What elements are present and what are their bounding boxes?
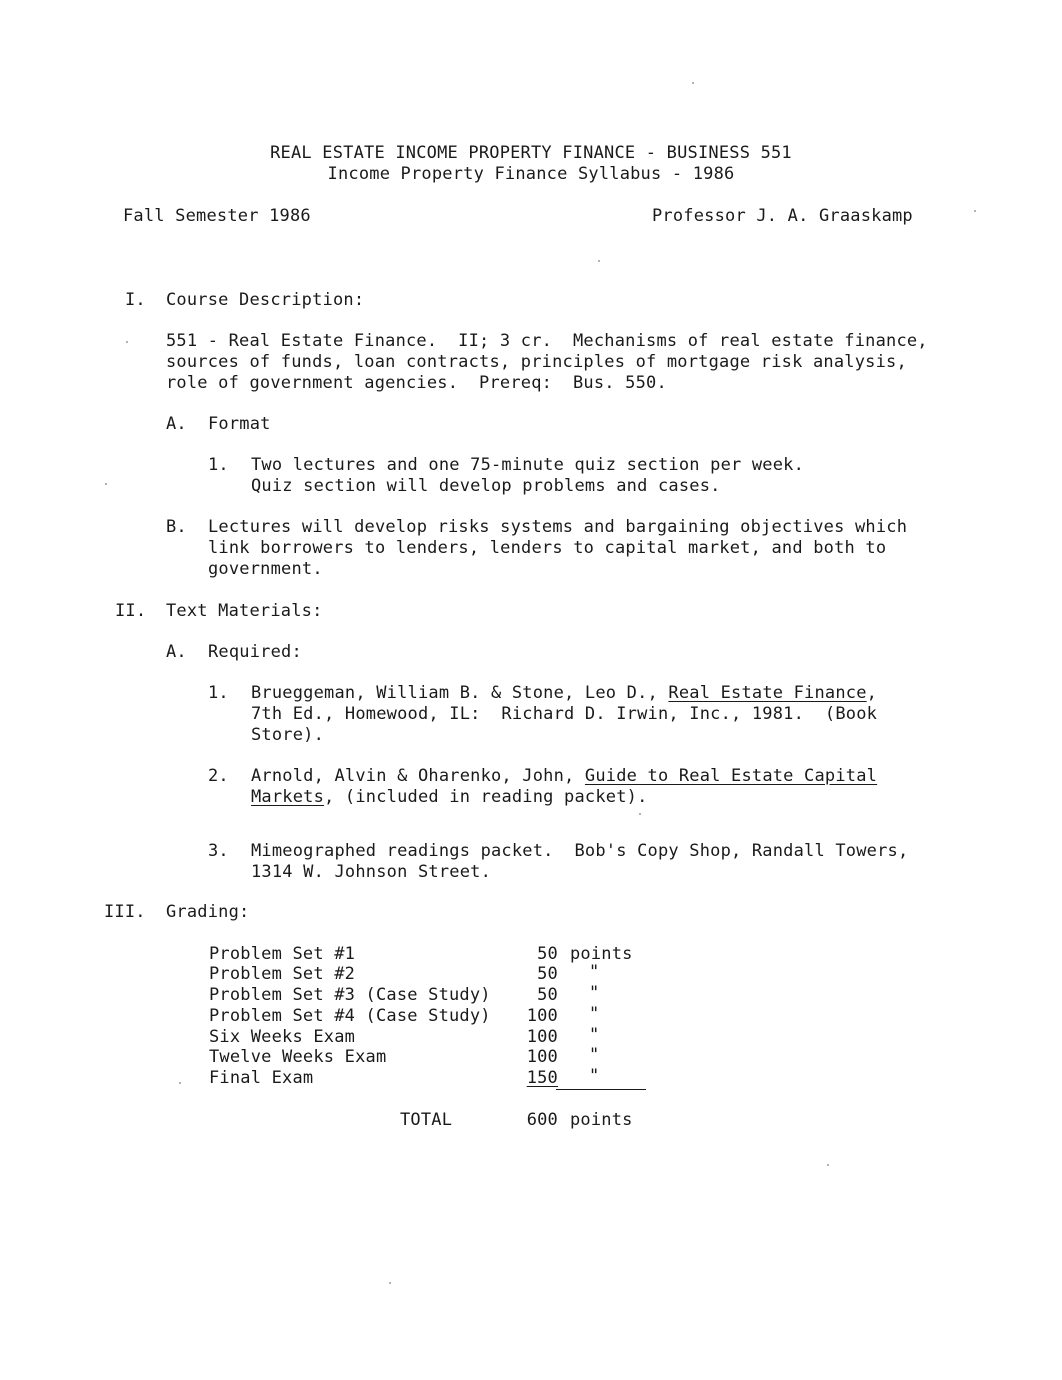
subsection-letter: A. [166,414,187,434]
scan-speck [639,813,641,815]
grading-row-unit: " [589,1066,600,1086]
book-title: Markets [251,787,325,807]
grading-row-label: Problem Set #3 (Case Study) [209,985,491,1005]
section-3-numeral: III. [104,902,146,922]
subsection-letter: B. [166,517,187,537]
item-number: 2. [208,766,229,786]
scan-speck [126,341,128,343]
grading-row-unit: points [570,944,633,964]
grading-row-label: Problem Set #2 [209,964,356,984]
document-subtitle: Income Property Finance Syllabus - 1986 [327,164,735,184]
document-title: REAL ESTATE INCOME PROPERTY FINANCE - BUSINESS 551 [270,143,792,163]
professor-label: Professor J. A. Graaskamp [652,206,913,226]
text-item-1-line: Store). [251,725,325,745]
text-item-2-line: Arnold, Alvin & Oharenko, John, Guide to Real Estate Capital [251,766,878,786]
scan-speck [179,1082,181,1084]
grading-total-points: 600 [526,1110,558,1130]
subsection-letter: A. [166,642,187,662]
book-title: Guide to Real Estate Capital [584,766,878,786]
course-description-line: sources of funds, loan contracts, principles of mortgage risk analysis, [166,352,907,372]
text-item-1-line: Brueggeman, William B. & Stone, Leo D., Real Estate Finance, [251,683,878,703]
grading-row-label: Twelve Weeks Exam [209,1047,387,1067]
grading-row-unit: " [589,1045,600,1065]
scan-speck [974,210,976,212]
text-item-3-line: 1314 W. Johnson Street. [251,862,492,882]
course-description-line: role of government agencies. Prereq: Bus. 550. [166,373,667,393]
text-item-2-line: Markets, (included in reading packet). [251,787,648,807]
semester-label: Fall Semester 1986 [123,206,311,226]
item-number: 3. [208,841,229,861]
format-item-line: Two lectures and one 75-minute quiz section per week. [251,455,805,475]
section-2-numeral: II. [115,601,147,621]
scan-speck [598,260,600,262]
grading-row-unit: " [589,983,600,1003]
section-3-heading: Grading: [166,902,250,922]
section-1-numeral: I. [125,290,146,310]
scan-speck [692,82,694,84]
lectures-line: Lectures will develop risks systems and bargaining objectives which [208,517,908,537]
grading-row-label: Final Exam [209,1068,314,1088]
text-item-1-line: 7th Ed., Homewood, IL: Richard D. Irwin, Inc., 1981. (Book [251,704,878,724]
grading-row-points: 50 [537,964,558,984]
text-item-3-line: Mimeographed readings packet. Bob's Copy Shop, Randall Towers, [251,841,909,861]
grading-row-points: 100 [526,1047,558,1067]
grading-row-label: Problem Set #4 (Case Study) [209,1006,491,1026]
book-title: Real Estate Finance [668,683,867,703]
format-item-line: Quiz section will develop problems and cases. [251,476,721,496]
grading-row-points: 100 [526,1027,558,1047]
lectures-line: government. [208,559,323,579]
total-rule [556,1089,646,1090]
item-number: 1. [208,683,229,703]
grading-row-points: 50 [537,944,558,964]
scan-speck [827,1164,829,1166]
grading-row-points: 150 [526,1068,558,1088]
section-2-heading: Text Materials: [166,601,323,621]
course-description-line: 551 - Real Estate Finance. II; 3 cr. Mechanisms of real estate finance, [166,331,928,351]
section-1-heading: Course Description: [166,290,365,310]
grading-row-unit: " [589,1025,600,1045]
scan-speck [105,483,107,485]
grading-row-unit: " [589,962,600,982]
grading-row-label: Six Weeks Exam [209,1027,356,1047]
lectures-line: link borrowers to lenders, lenders to capital market, and both to [208,538,887,558]
grading-row-points: 100 [526,1006,558,1026]
scan-speck [389,1282,391,1284]
grading-total-unit: points [570,1110,633,1130]
required-heading: Required: [208,642,302,662]
grading-row-label: Problem Set #1 [209,944,356,964]
grading-total-label: TOTAL [400,1110,453,1130]
item-number: 1. [208,455,229,475]
grading-row-unit: " [589,1004,600,1024]
grading-row-points: 50 [537,985,558,1005]
format-heading: Format [208,414,271,434]
